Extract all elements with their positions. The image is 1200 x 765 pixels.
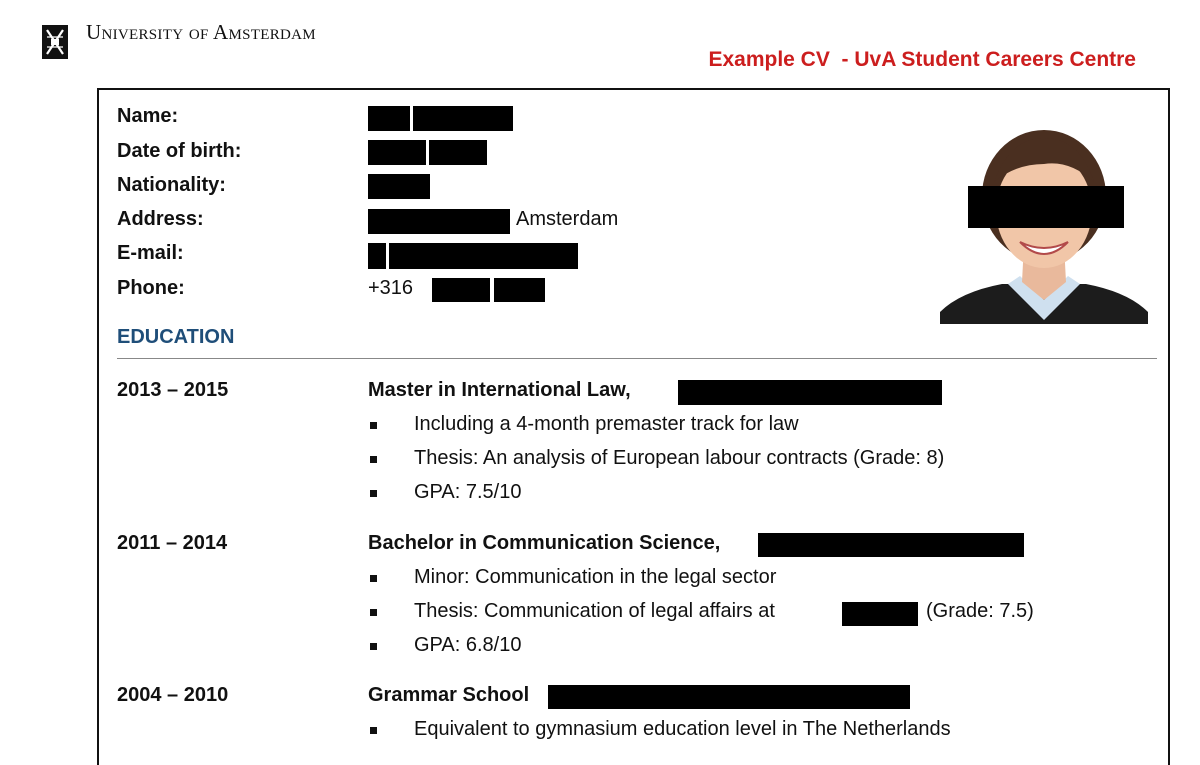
nationality-label: Nationality: — [117, 174, 226, 196]
redacted-school — [548, 685, 910, 709]
entry-2-bullet-2: Thesis: Communication of legal affairs at — [414, 600, 775, 622]
uva-crest-icon — [40, 24, 70, 60]
document-title: Example CV - UvA Student Careers Centre — [708, 48, 1136, 71]
redacted-organisation — [842, 602, 918, 626]
entry-3-years: 2004 – 2010 — [117, 684, 229, 706]
bullet-marker — [370, 422, 377, 429]
bullet-marker — [370, 575, 377, 582]
redacted-dob-part1 — [368, 140, 426, 165]
address-city: Amsterdam — [516, 208, 619, 230]
redacted-last-name — [413, 106, 513, 131]
redacted-university-2 — [758, 533, 1024, 557]
phone-label: Phone: — [117, 277, 185, 299]
education-heading: EDUCATION — [117, 326, 235, 348]
university-name: University of Amsterdam — [86, 20, 316, 44]
redacted-email-part1 — [368, 243, 386, 269]
redacted-university-1 — [678, 380, 942, 405]
entry-3-degree: Grammar School — [368, 684, 530, 706]
phone-prefix: +316 — [368, 277, 414, 299]
entry-1-degree: Master in International Law, — [368, 379, 631, 401]
entry-1-bullet-3: GPA: 7.5/10 — [414, 481, 522, 503]
address-label: Address: — [117, 208, 204, 230]
redacted-nationality — [368, 174, 430, 199]
redacted-first-name — [368, 106, 410, 131]
profile-photo — [940, 124, 1148, 324]
entry-2-degree: Bachelor in Communication Science, — [368, 532, 721, 554]
redacted-phone-part2 — [494, 278, 545, 302]
entry-1-bullet-1: Including a 4-month premaster track for law — [414, 413, 799, 435]
bullet-marker — [370, 490, 377, 497]
entry-2-bullet-3: GPA: 6.8/10 — [414, 634, 522, 656]
redacted-phone-part1 — [432, 278, 490, 302]
redacted-email-part2 — [389, 243, 578, 269]
redacted-dob-part2 — [429, 140, 487, 165]
email-label: E-mail: — [117, 242, 184, 264]
entry-3-bullet-1: Equivalent to gymnasium education level in The Netherlands — [414, 718, 951, 740]
bullet-marker — [370, 643, 377, 650]
bullet-marker — [370, 456, 377, 463]
bullet-marker — [370, 609, 377, 616]
entry-2-thesis-grade: (Grade: 7.5) — [926, 600, 1034, 622]
name-label: Name: — [117, 105, 179, 127]
entry-1-years: 2013 – 2015 — [117, 379, 229, 401]
entry-2-bullet-1: Minor: Communication in the legal sector — [414, 566, 777, 588]
redacted-street — [368, 209, 510, 234]
bullet-marker — [370, 727, 377, 734]
redacted-eyes — [968, 186, 1124, 228]
entry-2-years: 2011 – 2014 — [117, 532, 228, 554]
section-divider — [117, 358, 1157, 359]
entry-1-bullet-2: Thesis: An analysis of European labour contracts (Grade: 8) — [414, 447, 945, 469]
dob-label: Date of birth: — [117, 140, 242, 162]
